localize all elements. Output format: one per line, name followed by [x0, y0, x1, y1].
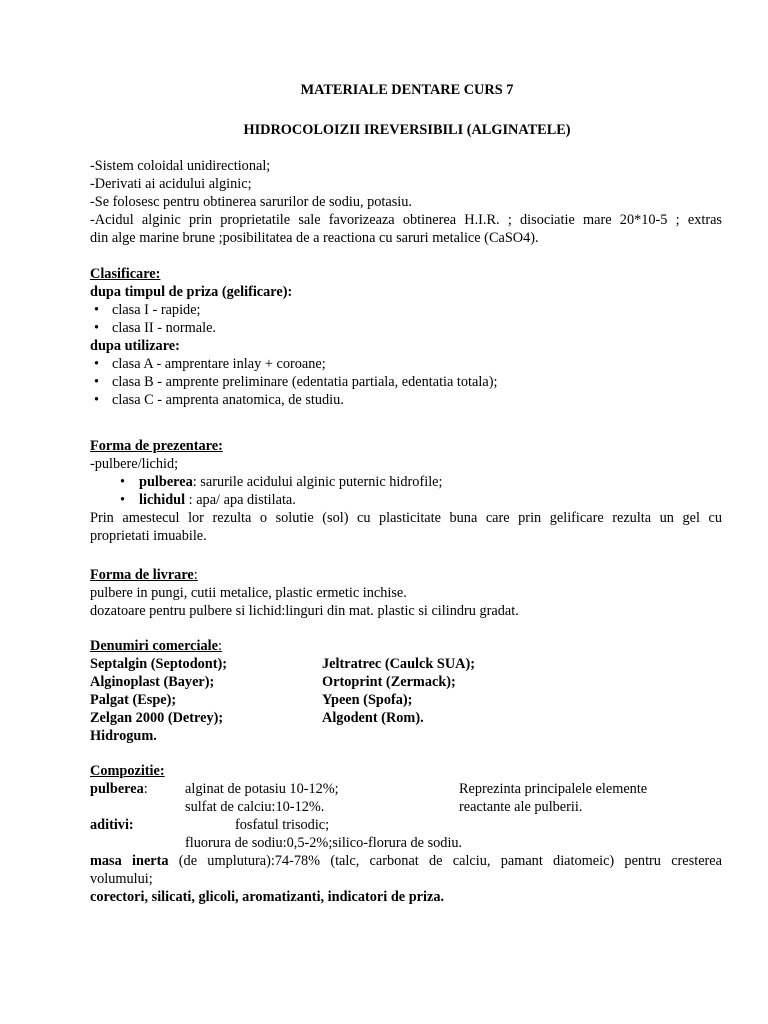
brand-name: Zelgan 2000 (Detrey);	[90, 710, 224, 726]
pulberea-colon: :	[143, 781, 148, 797]
list-item	[90, 673, 722, 691]
bullet-icon: •	[94, 374, 100, 390]
comerciale-heading: Denumiri comerciale	[90, 638, 218, 654]
list-item-text: : sarurile acidului alginic puternic hidrofile;	[192, 474, 443, 490]
brand-name: Palgat (Espe);	[90, 692, 177, 708]
list-item	[90, 691, 722, 709]
masa-inerta-line	[90, 852, 722, 870]
document-title: MATERIALE DENTARE CURS 7	[300, 82, 514, 98]
prezentare-paragraph: Prin amestecul lor rezulta o solutie (sol) cu plasticitate buna care prin gelificare rezulta un gel cu	[90, 510, 722, 526]
list-item	[90, 373, 722, 391]
brand-name: Algodent (Rom).	[322, 710, 424, 726]
brand-name: Alginoplast (Bayer);	[90, 674, 215, 690]
comerciale-colon: :	[217, 638, 222, 654]
pulberea-label: pulberea	[90, 781, 144, 797]
comerciale-section	[90, 637, 722, 745]
list-item	[90, 727, 722, 745]
list-item-text: : apa/ apa distilata.	[185, 492, 296, 508]
list-item	[90, 709, 722, 727]
compozitie-final: corectori, silicati, glicoli, aromatizanti, indicatori de priza.	[90, 889, 445, 905]
aditivi-label: aditivi:	[90, 817, 134, 833]
prezentare-line: -pulbere/lichid;	[90, 456, 179, 472]
clasificare-heading: Clasificare:	[90, 266, 161, 282]
compozitie-heading: Compozitie:	[90, 763, 165, 779]
masa-inerta-label: masa inerta	[90, 853, 169, 869]
prezentare-paragraph: proprietati imuabile.	[90, 528, 207, 544]
bullet-icon: •	[94, 356, 100, 372]
clasificare-subheading: dupa timpul de priza (gelificare):	[90, 284, 293, 300]
clasificare-subheading: dupa utilizare:	[90, 338, 180, 354]
list-item-text: clasa II - normale.	[112, 320, 216, 336]
intro-section	[90, 157, 722, 247]
list-item	[90, 355, 722, 373]
comerciale-heading-line	[90, 637, 722, 655]
brand-name: Ortoprint (Zermack);	[322, 674, 456, 690]
list-item	[90, 491, 722, 509]
list-item	[90, 473, 722, 491]
livrare-heading-line	[90, 566, 722, 584]
intro-line: -Acidul alginic prin proprietatile sale favorizeaza obtinerea H.I.R. ; disociatie mare 20*10-5 ; extras	[90, 212, 722, 228]
livrare-colon: :	[193, 567, 198, 583]
bullet-icon: •	[120, 474, 126, 490]
compozitie-note: Reprezinta principalele elemente	[459, 781, 648, 797]
bullet-icon: •	[120, 492, 126, 508]
livrare-heading: Forma de livrare	[90, 567, 194, 583]
bullet-icon: •	[94, 320, 100, 336]
masa-inerta-line: volumului;	[90, 871, 153, 887]
compozitie-row	[90, 780, 722, 798]
compozitie-item: fosfatul trisodic;	[235, 817, 330, 833]
livrare-line: pulbere in pungi, cutii metalice, plastic ermetic inchise.	[90, 585, 407, 601]
bullet-icon: •	[94, 302, 100, 318]
list-item-term: lichidul	[139, 492, 186, 508]
compozitie-row	[90, 816, 722, 834]
compozitie-row	[90, 834, 722, 852]
intro-line: -Se folosesc pentru obtinerea sarurilor de sodiu, potasiu.	[90, 194, 412, 210]
list-item	[90, 319, 722, 337]
masa-inerta-text: (de umplutura):74-78% (talc, carbonat de calciu, pamant diatomeic) pentru cresterea	[168, 853, 722, 869]
compozitie-section	[90, 762, 722, 906]
livrare-section	[90, 566, 722, 620]
compozitie-item: sulfat de calciu:10-12%.	[185, 799, 325, 815]
compozitie-note: reactante ale pulberii.	[459, 799, 583, 815]
list-item-text: clasa C - amprenta anatomica, de studiu.	[112, 392, 344, 408]
list-item	[90, 301, 722, 319]
brand-name: Jeltratrec (Caulck SUA);	[322, 656, 475, 672]
compozitie-item: fluorura de sodiu:0,5-2%;silico-florura de sodiu.	[185, 835, 463, 851]
intro-line: -Sistem coloidal unidirectional;	[90, 158, 271, 174]
prezentare-section	[90, 437, 722, 545]
list-item-term: pulberea	[139, 474, 193, 490]
intro-line: -Derivati ai acidului alginic;	[90, 176, 252, 192]
list-item-text: clasa I - rapide;	[112, 302, 201, 318]
prezentare-heading: Forma de prezentare:	[90, 438, 223, 454]
list-item	[90, 391, 722, 409]
livrare-line: dozatoare pentru pulbere si lichid:linguri din mat. plastic si cilindru gradat.	[90, 603, 519, 619]
brand-name: Ypeen (Spofa);	[322, 692, 413, 708]
compozitie-row	[90, 798, 722, 816]
document-subtitle: HIDROCOLOIZII IREVERSIBILI (ALGINATELE)	[243, 122, 571, 138]
bullet-icon: •	[94, 392, 100, 408]
brand-name: Septalgin (Septodont);	[90, 656, 228, 672]
list-item-text: clasa B - amprente preliminare (edentatia partiala, edentatia totala);	[112, 374, 498, 390]
list-item	[90, 655, 722, 673]
brand-name: Hidrogum.	[90, 728, 157, 744]
intro-line: din alge marine brune ;posibilitatea de a reactiona cu saruri metalice (CaSO4).	[90, 230, 539, 246]
clasificare-section	[90, 265, 722, 409]
compozitie-item: alginat de potasiu 10-12%;	[185, 781, 339, 797]
list-item-text: clasa A - amprentare inlay + coroane;	[112, 356, 326, 372]
